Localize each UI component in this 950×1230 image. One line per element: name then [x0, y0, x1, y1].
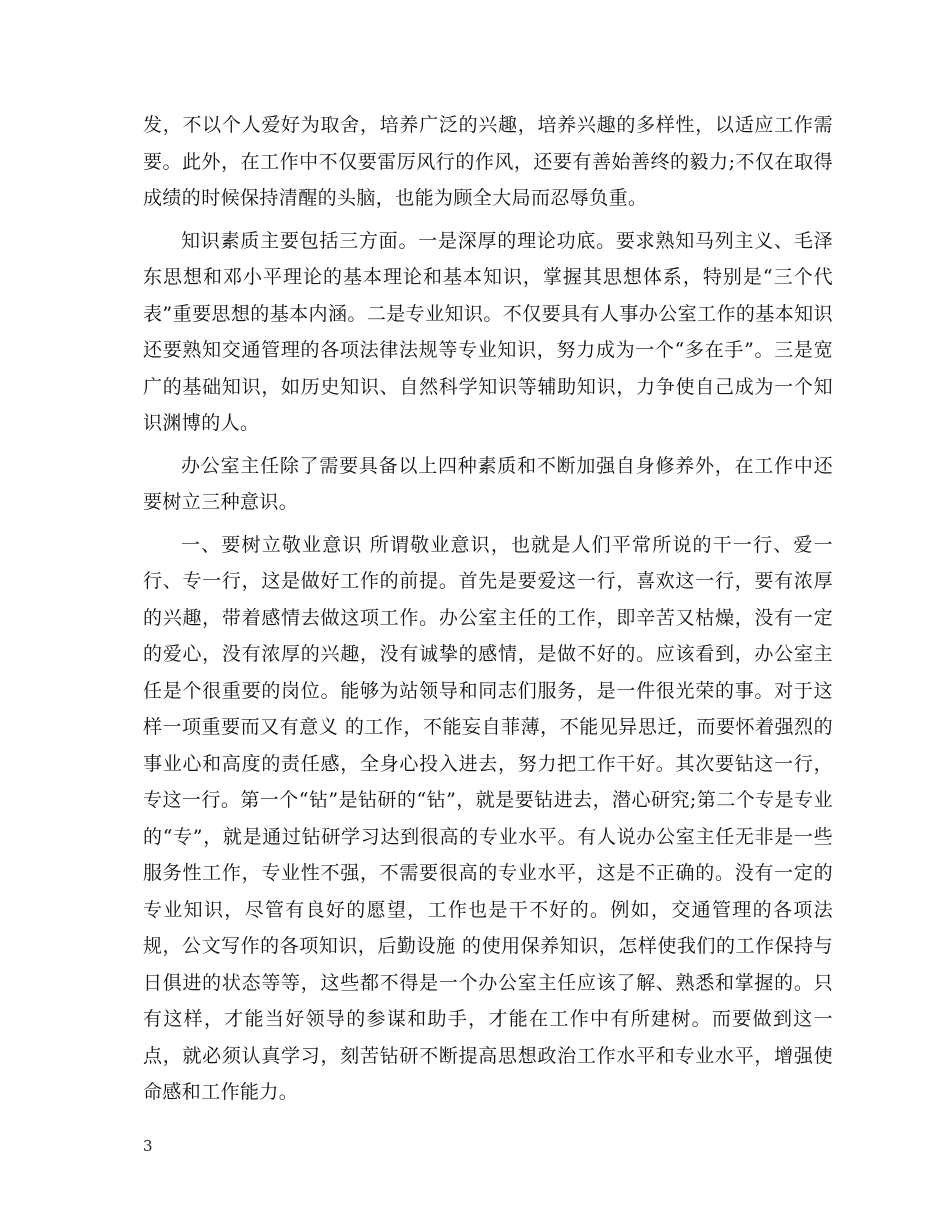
paragraph-dedication-awareness: 一、要树立敬业意识 所谓敬业意识，也就是人们平常所说的干一行、爱一行、专一行，这是做好工作的前提。首先是要爱这一行，喜欢这一行，要有浓厚的兴趣，带着感情去做这项工作。办公室主任的工作，即辛苦又枯燥，没有一定的爱心，没有浓厚的兴趣，没有诚挚的感情，是做不好的。应该看到，办公室主任是个很重要的岗位。能够为站领导和同志们服务，是一件很光荣的事。对于这样一项重要而又有意义 的工作，不能妄自菲薄，不能见异思迁，而要怀着强烈的事业心和高度的责任感，全身心投入进去，努力把工作干好。其次要钻这一行，专这一行。第一个“钻”是钻研的“钻”，就是要钻进去，潜心研究;第二个专是专业的“专”，就是通过钻研学习达到很高的专业水平。有人说办公室主任无非是一些服务性工作，专业性不强，不需要很高的专业水平，这是不正确的。没有一定的专业知识，尽管有良好的愿望，工作也是干不好的。例如，交通管理的各项法规，公文写作的各项知识，后勤设施 的使用保养知识，怎样使我们的工作保持与日俱进的状态等等，这些都不得是一个办公室主任应该了解、熟悉和掌握的。只有这样，才能当好领导的参谋和助手，才能在工作中有所建树。而要做到这一点，就必须认真学习，刻苦钻研不断提高思想政治工作水平和专业水平，增强使命感和工作能力。 [143, 533, 833, 1103]
document-body [143, 107, 833, 1111]
paragraph-continuation: 发，不以个人爱好为取舍，培养广泛的兴趣，培养兴趣的多样性，以适应工作需要。此外，在工作中不仅要雷厉风行的作风，还要有善始善终的毅力;不仅在取得成绩的时候保持清醒的头脑，也能为顾全大局而忍辱负重。 [143, 114, 833, 209]
paragraph-knowledge-quality: 知识素质主要包括三方面。一是深厚的理论功底。要求熟知马列主义、毛泽东思想和邓小平理论的基本理论和基本知识，掌握其思想体系，特别是“三个代表”重要思想的基本内涵。二是专业知识。不仅要具有人事办公室工作的基本知识还要熟知交通管理的各项法律法规等专业知识，努力成为一个“多在手”。三是宽广的基础知识，如历史知识、自然科学知识等辅助知识，力争使自己成为一个知识渊博的人。 [143, 229, 833, 434]
page-number: 3 [143, 1137, 153, 1155]
paragraph-three-awareness: 办公室主任除了需要具备以上四种素质和不断加强自身修养外，在工作中还要树立三种意识。 [143, 454, 833, 513]
